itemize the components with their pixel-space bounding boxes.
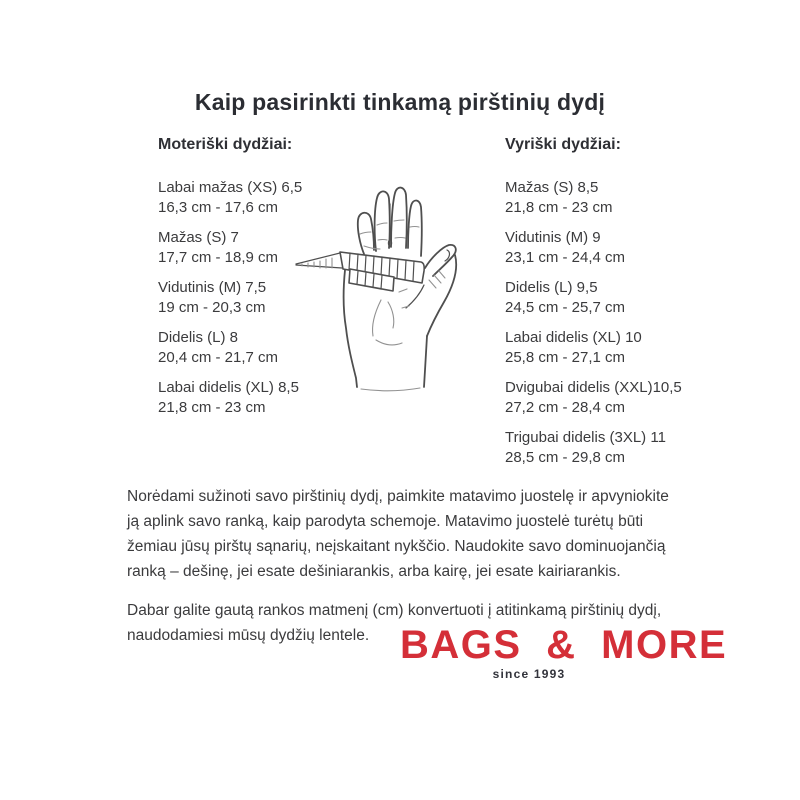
size-label: Mažas (S) 7	[158, 229, 239, 246]
size-label: Didelis (L) 9,5	[505, 279, 598, 296]
size-entry	[505, 178, 740, 218]
paragraph-line: ranką – dešinę, jei esate dešiniarankis, arba kairę, jei esate kairiarankis.	[127, 563, 621, 580]
size-range: 28,5 cm - 29,8 cm	[505, 449, 626, 466]
women-sizes-heading: Moteriški dydžiai:	[158, 136, 293, 153]
instruction-paragraph-1	[127, 484, 707, 584]
size-range: 16,3 cm - 17,6 cm	[158, 199, 279, 216]
size-entry	[505, 428, 740, 468]
brand-logo-text: BAGS & MORE	[400, 623, 728, 667]
paragraph-line: ją aplink savo ranką, kaip parodyta schemoje. Matavimo juostelė turėtų būti	[127, 513, 644, 530]
size-label: Didelis (L) 8	[158, 329, 239, 346]
page-title: Kaip pasirinkti tinkamą pirštinių dydį	[194, 89, 606, 115]
size-range: 23,1 cm - 24,4 cm	[505, 249, 626, 266]
size-range: 21,8 cm - 23 cm	[158, 399, 266, 416]
men-sizes-column	[505, 135, 740, 478]
men-sizes-heading: Vyriški dydžiai:	[505, 136, 621, 153]
paragraph-line: naudodamiesi mūsų dydžių lentele.	[127, 627, 370, 644]
size-label: Labai didelis (XL) 8,5	[158, 379, 299, 396]
size-entry	[505, 328, 740, 368]
size-range: 21,8 cm - 23 cm	[505, 199, 613, 216]
size-range: 19 cm - 20,3 cm	[158, 299, 266, 316]
paragraph-line: Norėdami sužinoti savo pirštinių dydį, paimkite matavimo juostelę ir apvyniokite	[127, 488, 669, 505]
brand-logo-tagline: since 1993	[492, 667, 566, 681]
size-label: Trigubai didelis (3XL) 11	[505, 429, 666, 446]
brand-logo	[400, 623, 728, 681]
hand-with-measuring-tape-icon	[290, 178, 480, 395]
size-range: 20,4 cm - 21,7 cm	[158, 349, 279, 366]
size-entry	[505, 378, 740, 418]
size-entry	[505, 228, 740, 268]
size-range: 24,5 cm - 25,7 cm	[505, 299, 626, 316]
paragraph-line: Dabar galite gautą rankos matmenį (cm) konvertuoti į atitinkamą pirštinių dydį,	[127, 602, 662, 619]
size-label: Labai mažas (XS) 6,5	[158, 179, 303, 196]
hand-illustration-svg	[290, 178, 480, 395]
size-range: 25,8 cm - 27,1 cm	[505, 349, 626, 366]
size-label: Vidutinis (M) 7,5	[158, 279, 267, 296]
size-range: 27,2 cm - 28,4 cm	[505, 399, 626, 416]
size-label: Dvigubai didelis (XXL)10,5	[505, 379, 682, 396]
size-range: 17,7 cm - 18,9 cm	[158, 249, 279, 266]
paragraph-line: žemiau jūsų pirštų sąnarių, neįskaitant nykščio. Naudokite savo dominuojančią	[127, 538, 666, 555]
size-entry	[505, 278, 740, 318]
size-label: Vidutinis (M) 9	[505, 229, 601, 246]
size-label: Mažas (S) 8,5	[505, 179, 599, 196]
size-label: Labai didelis (XL) 10	[505, 329, 642, 346]
men-sizes-list	[505, 178, 740, 468]
